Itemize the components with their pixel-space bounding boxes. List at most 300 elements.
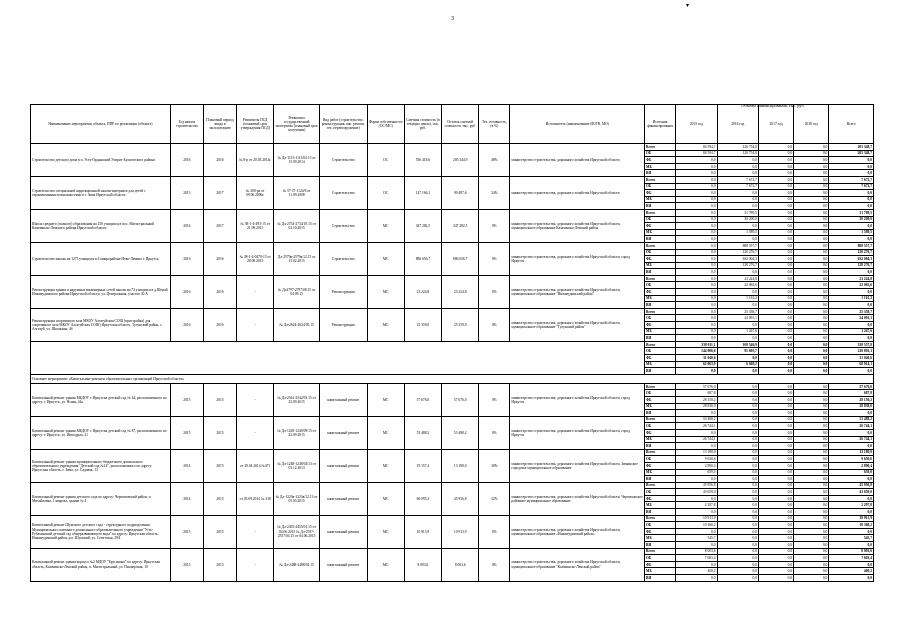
cell-rest: 886 656,7	[442, 242, 479, 275]
amount-cell: 26 744,1	[829, 436, 874, 443]
amount-cell: 45 956,8	[676, 482, 717, 489]
cell-ready: 0%	[479, 515, 510, 548]
amount-cell: 0,0	[794, 335, 829, 342]
amount-cell: 9 650,6	[829, 456, 874, 463]
amount-cell: 0,0	[794, 236, 829, 243]
amount-cell: 0,0	[758, 535, 793, 542]
cell-expert: № Дл-1223в-1223в/12.13 от 05.03.2015	[274, 482, 320, 515]
source-cell: ФБ	[645, 223, 676, 230]
amount-cell: 0,0	[758, 528, 793, 535]
amount-cell: 0,0	[717, 170, 758, 177]
cell-ready: 0%	[479, 383, 510, 416]
amount-cell: 1 589,5	[829, 229, 874, 236]
amount-cell: 0,0	[758, 469, 793, 476]
amount-cell: 0,0	[717, 396, 758, 403]
amount-cell: 0,0	[758, 163, 793, 170]
amount-cell: 0,0	[829, 269, 874, 276]
amount-cell: 0,0	[794, 170, 829, 177]
source-cell: ВИ	[645, 335, 676, 342]
source-cell: МБ	[645, 328, 676, 335]
cell-cost: 10 913,9	[404, 515, 441, 548]
amount-cell: 888 557,7	[717, 242, 758, 249]
amount-cell: 0,0	[758, 449, 793, 456]
amount-cell: 30 200,0	[717, 216, 758, 223]
cell-ready: 32%	[479, 482, 510, 515]
amount-cell: 0,0	[829, 575, 874, 582]
amount-cell: 10 913,9	[676, 515, 717, 522]
amount-cell: 0,0	[829, 236, 874, 243]
amount-cell: 545,7	[829, 535, 874, 542]
amount-cell: 0,0	[758, 368, 793, 375]
amount-cell: 7 603,4	[676, 555, 717, 562]
amount-cell: 0,0	[794, 341, 829, 348]
amount-cell: 0,0	[717, 302, 758, 309]
amount-cell: 0,0	[717, 436, 758, 443]
cell-name: Строительство школы на 1275 учащихся в 6 микрорайоне Ново-Ленино г. Иркутск	[31, 242, 171, 275]
column-header: Вид работ (строительство, реконструкция, кап. ремонт, тех. перевооружение)	[319, 105, 367, 144]
cell-psd: -	[237, 515, 274, 548]
amount-cell: 7 672,7	[829, 176, 874, 183]
source-cell: ОБ	[645, 183, 676, 190]
amount-cell: 0,0	[676, 249, 717, 256]
cell-expert: Дл-2579в-2579в/12.15 от 15.02.2015	[274, 242, 320, 275]
source-cell: ФБ	[645, 462, 676, 469]
table-row	[31, 275, 874, 282]
cell-own: МС	[367, 242, 404, 275]
amount-cell: 0,0	[758, 236, 793, 243]
amount-cell: 28 150,2	[829, 396, 874, 403]
amount-cell: 0,0	[829, 495, 874, 502]
cell-name: Капитальный ремонт здания детского сада по адресу: Черемховский район, п. Михайловка, 1 квартал, здание № 4	[31, 482, 171, 515]
amount-cell: 0,0	[676, 236, 717, 243]
cell-expert: № Дл-1248-1248/04/13 от 03.12.2013	[274, 449, 320, 482]
amount-cell: 0,0	[829, 476, 874, 483]
cell-name: Школа среднего (полного) образования на 250 учащихся в пос. Магистральный Казачинско-Ленского района Иркутской области	[31, 209, 171, 242]
amount-cell: 0,0	[717, 157, 758, 164]
amount-cell: 0,0	[829, 410, 874, 417]
amount-cell: 0,0	[758, 522, 793, 529]
amount-cell: 24 091,1	[717, 315, 758, 322]
cell-executor: министерство строительства, дорожного хозяйства Иркутской области, Черемховское районное муниципальное образование	[510, 482, 645, 515]
amount-cell: 0,0	[829, 542, 874, 549]
amount-cell: 0,0	[794, 176, 829, 183]
amount-cell: 0,0	[676, 163, 717, 170]
column-header: Всего	[829, 105, 874, 144]
source-cell: ФБ	[645, 495, 676, 502]
amount-cell: 0,0	[758, 443, 793, 450]
source-cell: Всего	[645, 515, 676, 522]
amount-cell: 0,0	[717, 522, 758, 529]
amount-cell: 0,0	[829, 429, 874, 436]
amount-cell: 0,0	[758, 383, 793, 390]
amount-cell: 0,0	[758, 423, 793, 430]
amount-cell: 0,0	[758, 341, 793, 348]
amount-cell: 0,0	[676, 229, 717, 236]
cell-start: 2016	[170, 209, 203, 242]
source-cell: ВИ	[645, 302, 676, 309]
amount-cell: 0,0	[758, 548, 793, 555]
amount-cell: 28 838,0	[829, 403, 874, 410]
amount-cell: 0,0	[794, 361, 829, 368]
amount-cell: 0,0	[829, 190, 874, 197]
amount-cell: 205 348,7	[829, 150, 874, 157]
source-cell: ОБ	[645, 150, 676, 157]
amount-cell: 0,0	[829, 170, 874, 177]
amount-cell: 8 003,6	[829, 548, 874, 555]
source-cell: ОБ	[645, 348, 676, 355]
amount-cell: 0,0	[758, 157, 793, 164]
cell-ready: 0%	[479, 242, 510, 275]
amount-cell: 0,0	[758, 150, 793, 157]
amount-cell: 0,0	[758, 390, 793, 397]
amount-cell: 0,0	[758, 322, 793, 329]
amount-cell: 0,0	[717, 223, 758, 230]
source-cell: ФБ	[645, 561, 676, 568]
cell-expert: № Дл2797-2797/08.15 от 04.09.15	[274, 275, 320, 308]
source-cell: МБ	[645, 229, 676, 236]
amount-cell: 0,0	[794, 575, 829, 582]
amount-cell: 53 488,2	[829, 416, 874, 423]
amount-cell: 0,0	[794, 275, 829, 282]
amount-cell: 10 913,9	[829, 515, 874, 522]
cell-name: Реконструкция спортивного зала МКОУ Алгатуйская СОШ (пристройка) для спортивного зала МКОУ Алгатуйская СОШ) Иркутская область, Тулунский район, с. Алгатуй, ул. Школьная, 4б	[31, 308, 171, 341]
amount-cell: 0,0	[829, 203, 874, 210]
amount-cell: 24 091,1	[829, 315, 874, 322]
amount-cell: 7 672,7	[717, 183, 758, 190]
amount-cell: 0,0	[717, 482, 758, 489]
cell-own: МС	[367, 515, 404, 548]
cell-cost: 23 224,8	[404, 275, 441, 308]
amount-cell: 0,0	[676, 242, 717, 249]
cell-ready: 0%	[479, 308, 510, 341]
source-cell: ВИ	[645, 509, 676, 516]
cell-expert: № Дл-2542-2542/03.15 от 22.09.2015	[274, 383, 320, 416]
cell-rest: 23 224,8	[442, 275, 479, 308]
cell-start: 2013	[170, 176, 203, 209]
amount-cell: 0,0	[676, 575, 717, 582]
cell-psd: № 38-1-4-493-15 от 21.09.2015	[237, 209, 274, 242]
column-header: Реквизиты ПСД (плановый срок утверждения ПСД)	[237, 105, 274, 144]
amount-cell: 0,0	[794, 242, 829, 249]
header-row	[31, 105, 874, 144]
amount-cell: 0,0	[794, 262, 829, 269]
amount-cell: 0,0	[676, 509, 717, 516]
cell-name: Строительство детского дома в п. Усть-Ордынский Эхирит-Булагатского района	[31, 144, 171, 177]
amount-cell: 0,0	[676, 289, 717, 296]
source-cell: ВИ	[645, 368, 676, 375]
amount-cell: 0,0	[717, 502, 758, 509]
cell-expert: № Дл-2624-2624/05.15	[274, 308, 320, 341]
amount-cell: 0,0	[794, 495, 829, 502]
amount-cell: 31 789,5	[829, 209, 874, 216]
amount-cell: 0,0	[717, 515, 758, 522]
amount-cell: 0,0	[794, 289, 829, 296]
amount-cell: 0,0	[676, 196, 717, 203]
amount-cell: 45 956,8	[829, 482, 874, 489]
amount-cell: 0,0	[794, 423, 829, 430]
amount-cell: 0,0	[758, 410, 793, 417]
amount-cell: 0,0	[758, 348, 793, 355]
amount-cell: 28 838,0	[676, 403, 717, 410]
amount-cell: 0,0	[758, 242, 793, 249]
amount-cell: 8 003,6	[676, 548, 717, 555]
source-cell: ВИ	[645, 410, 676, 417]
amount-cell: 0,0	[758, 196, 793, 203]
amount-cell: 0,0	[758, 515, 793, 522]
amount-cell: 0,0	[794, 410, 829, 417]
cell-rest: 8 003,6	[442, 548, 479, 581]
amount-cell: 95 695,7	[717, 348, 758, 355]
amount-cell: 0,0	[794, 522, 829, 529]
cell-executor: министерство строительства, дорожного хозяйства Иркутской области, муниципальное образование "Нижнеудинский район"	[510, 275, 645, 308]
amount-cell: 0,0	[794, 548, 829, 555]
amount-cell: 0,0	[794, 476, 829, 483]
amount-cell: 0,0	[717, 390, 758, 397]
amount-cell: 0,0	[717, 322, 758, 329]
amount-cell: 0,0	[717, 542, 758, 549]
source-cell: ФБ	[645, 396, 676, 403]
amount-cell: 0,0	[794, 429, 829, 436]
source-cell: ФБ	[645, 190, 676, 197]
amount-cell: 31 040,6	[676, 355, 717, 362]
amount-cell: 0,0	[829, 509, 874, 516]
amount-cell: 0,0	[758, 216, 793, 223]
amount-cell: 0,0	[758, 223, 793, 230]
amount-cell: 0,0	[758, 209, 793, 216]
amount-cell: 0,0	[717, 561, 758, 568]
cell-rest: 57 676,0	[442, 383, 479, 416]
cell-work: капитальный ремонт	[319, 449, 367, 482]
amount-cell: 1 267,6	[829, 328, 874, 335]
cell-own: МС	[367, 548, 404, 581]
amount-cell: 0,0	[794, 229, 829, 236]
source-cell: ВИ	[645, 575, 676, 582]
source-cell: Всего	[645, 144, 676, 151]
cell-executor: министерство строительства, дорожного хозяйства Иркутской области, муниципальное образование «Нижнеудинский район»	[510, 515, 645, 548]
source-cell: МБ	[645, 502, 676, 509]
cell-work: Строительство	[319, 144, 367, 177]
amount-cell: 0,0	[676, 269, 717, 276]
source-cell: МБ	[645, 469, 676, 476]
amount-cell: 0,0	[717, 416, 758, 423]
cell-rest: 90 487,6	[442, 176, 479, 209]
cell-work: Строительство	[319, 176, 367, 209]
amount-cell: 0,0	[758, 555, 793, 562]
amount-cell: 238 892,3	[829, 348, 874, 355]
cell-psd: от 03.09.2014 № 338	[237, 482, 274, 515]
amount-cell: 7 672,7	[829, 183, 874, 190]
amount-cell: 0,0	[829, 223, 874, 230]
cell-cost: 57 676,0	[404, 383, 441, 416]
amount-cell: 0,0	[676, 322, 717, 329]
investment-table	[30, 104, 874, 582]
amount-cell: 0,0	[717, 528, 758, 535]
amount-cell: 0,0	[794, 456, 829, 463]
source-cell: ОБ	[645, 249, 676, 256]
amount-cell: 0,0	[758, 190, 793, 197]
amount-cell: 2 890,4	[676, 462, 717, 469]
amount-cell: 10 368,2	[829, 522, 874, 529]
amount-cell: 0,0	[794, 190, 829, 197]
amount-cell: 0,0	[794, 436, 829, 443]
cell-period: 2015	[203, 482, 236, 515]
cell-executor: министерство строительства, дорожного хозяйства Иркутской области, город Иркутск	[510, 383, 645, 416]
cell-period: 2016	[203, 308, 236, 341]
subtotal-spacer	[31, 341, 645, 374]
source-cell: ВИ	[645, 203, 676, 210]
cell-name: Капитальный ремонт Шумского детского сада - структурного подразделения Муниципального казенного дошкольного образовательного учреждения "Усть-Рубахинский детский сад общеразвивающего вида" по адресу: Иркутская область, Нижнеудинский район, р.п. Шумский, ул. Советская, 29А	[31, 515, 171, 548]
cell-work: Реконструкция	[319, 308, 367, 341]
amount-cell: 43 659,0	[676, 489, 717, 496]
amount-cell: 0,0	[758, 456, 793, 463]
table-row	[31, 416, 874, 423]
amount-cell: 0,0	[676, 315, 717, 322]
column-header: Плановый период ввода в эксплуатацию	[203, 105, 236, 144]
amount-cell: 659,0	[676, 469, 717, 476]
source-cell: ОБ	[645, 456, 676, 463]
amount-cell: 0,0	[676, 528, 717, 535]
amount-cell: 0,0	[794, 396, 829, 403]
cell-work: капитальный ремонт	[319, 482, 367, 515]
amount-cell: 120 754,0	[717, 144, 758, 151]
cell-psd: -	[237, 383, 274, 416]
amount-cell: 0,0	[758, 302, 793, 309]
amount-cell: 26 744,1	[676, 436, 717, 443]
amount-cell: 0,0	[717, 383, 758, 390]
amount-cell: 0,0	[717, 462, 758, 469]
cell-expert: № Дл-2734-2734/10.15 от 02.10.2015	[274, 209, 320, 242]
column-header: Остаток сметной стоимости, тыс. руб.	[442, 105, 479, 144]
amount-cell: 0,0	[758, 144, 793, 151]
amount-cell: 0,0	[717, 456, 758, 463]
source-cell: ОБ	[645, 522, 676, 529]
amount-cell: 0,0	[676, 295, 717, 302]
column-header: Тех. готовность, (в %)	[479, 105, 510, 144]
cell-ready: 0%	[479, 209, 510, 242]
amount-cell: 0,0	[676, 495, 717, 502]
amount-cell: 0,0	[794, 502, 829, 509]
cell-period: 2015	[203, 449, 236, 482]
amount-cell: 659,0	[829, 469, 874, 476]
amount-cell: 0,0	[717, 163, 758, 170]
amount-cell: 687,8	[676, 390, 717, 397]
amount-cell: 0,0	[717, 355, 758, 362]
column-header: Форма собственности (ОС/МС)	[367, 105, 404, 144]
amount-cell: 0,0	[794, 308, 829, 315]
cell-executor: министерство строительства, дорожного хозяйства Иркутской области, муниципальное образование "Тулунский район"	[510, 308, 645, 341]
source-cell: Всего	[645, 209, 676, 216]
amount-cell: 0,0	[758, 502, 793, 509]
amount-cell: 0,0	[829, 157, 874, 164]
cell-psd: № 300-ра от 09.06.2006г.	[237, 176, 274, 209]
amount-cell: 31 040,6	[829, 355, 874, 362]
source-cell: Всего	[645, 449, 676, 456]
cell-executor: министерство строительства, дорожного хозяйства Иркутской области, муниципальное образование Казачинско-Ленский район	[510, 209, 645, 242]
amount-cell: 31 789,5	[717, 209, 758, 216]
source-cell: Всего	[645, 482, 676, 489]
source-cell: Всего	[645, 275, 676, 282]
cell-cost: 25 359,0	[404, 308, 441, 341]
source-cell: МБ	[645, 568, 676, 575]
amount-cell: 120 276,7	[829, 249, 874, 256]
cell-own: ОС	[367, 144, 404, 177]
amount-cell: 26 744,1	[676, 423, 717, 430]
amount-cell: 0,0	[758, 269, 793, 276]
page-number: 3	[451, 16, 454, 22]
amount-cell: 0,0	[676, 275, 717, 282]
amount-cell: 43 659,0	[829, 489, 874, 496]
amount-cell: 205 348,7	[829, 144, 874, 151]
cell-ready: 0%	[479, 416, 510, 449]
cell-executor: министерство строительства, дорожного хозяйства Иркутской области, Зиминское городское муниципальное образование	[510, 449, 645, 482]
amount-cell: 0,0	[794, 535, 829, 542]
amount-cell: 0,0	[758, 170, 793, 177]
cell-work: капитальный ремонт	[319, 548, 367, 581]
amount-cell: 22 063,6	[829, 282, 874, 289]
corner-mark: ▾	[686, 3, 690, 9]
amount-cell: 0,0	[794, 555, 829, 562]
amount-cell: 0,0	[794, 528, 829, 535]
amount-cell: 0,0	[676, 410, 717, 417]
column-header: 2018 год	[794, 105, 829, 144]
amount-cell: 1 161,2	[717, 295, 758, 302]
cell-start: 2015	[170, 548, 203, 581]
cell-own: МС	[367, 449, 404, 482]
amount-cell: 0,0	[794, 568, 829, 575]
cell-psd: от 29.04.2014 №471	[237, 449, 274, 482]
amount-cell: 0,0	[794, 482, 829, 489]
source-cell: МБ	[645, 262, 676, 269]
amount-cell: 0,0	[829, 443, 874, 450]
source-cell: ВИ	[645, 476, 676, 483]
amount-cell: 0,0	[676, 328, 717, 335]
amount-cell: 0,0	[676, 203, 717, 210]
source-cell: МБ	[645, 361, 676, 368]
amount-cell: 0,0	[758, 542, 793, 549]
cell-period: 2016	[203, 144, 236, 177]
source-cell: ОБ	[645, 216, 676, 223]
amount-cell: 120 754,0	[717, 150, 758, 157]
amount-cell: 0,0	[717, 423, 758, 430]
cell-psd: -	[237, 548, 274, 581]
amount-cell: 0,0	[829, 528, 874, 535]
amount-cell: 0,0	[717, 403, 758, 410]
source-cell: ФБ	[645, 289, 676, 296]
amount-cell: 0,0	[717, 429, 758, 436]
source-cell: МБ	[645, 196, 676, 203]
amount-cell: 0,0	[758, 476, 793, 483]
cell-rest: 53 488,2	[442, 416, 479, 449]
amount-cell: 57 676,0	[676, 383, 717, 390]
amount-cell: 13 180,0	[829, 449, 874, 456]
amount-cell: 0,0	[717, 535, 758, 542]
cell-expert: № Дл-1113-1113/04.15 от 15.09.2014	[274, 144, 320, 177]
cell-rest: 205 344,9	[442, 144, 479, 177]
cell-name: Капитальный ремонт здания муниципального бюджетного дошкольного образовательного учреждения "Детский сад №14", расположенного по адресу: Иркутская область, г. Зима, ул. Садовая, 13	[31, 449, 171, 482]
table-row	[31, 548, 874, 555]
source-cell: ОБ	[645, 423, 676, 430]
amount-cell: 0,0	[717, 196, 758, 203]
amount-cell: 0,0	[794, 269, 829, 276]
amount-cell: 22 063,6	[717, 282, 758, 289]
amount-cell: 0,0	[794, 383, 829, 390]
column-header: 2017 год	[758, 105, 793, 144]
amount-cell: 0,0	[829, 561, 874, 568]
cell-start: 2016	[170, 308, 203, 341]
amount-cell: 0,0	[676, 176, 717, 183]
cell-work: Строительство	[319, 209, 367, 242]
amount-cell: 0,0	[794, 561, 829, 568]
